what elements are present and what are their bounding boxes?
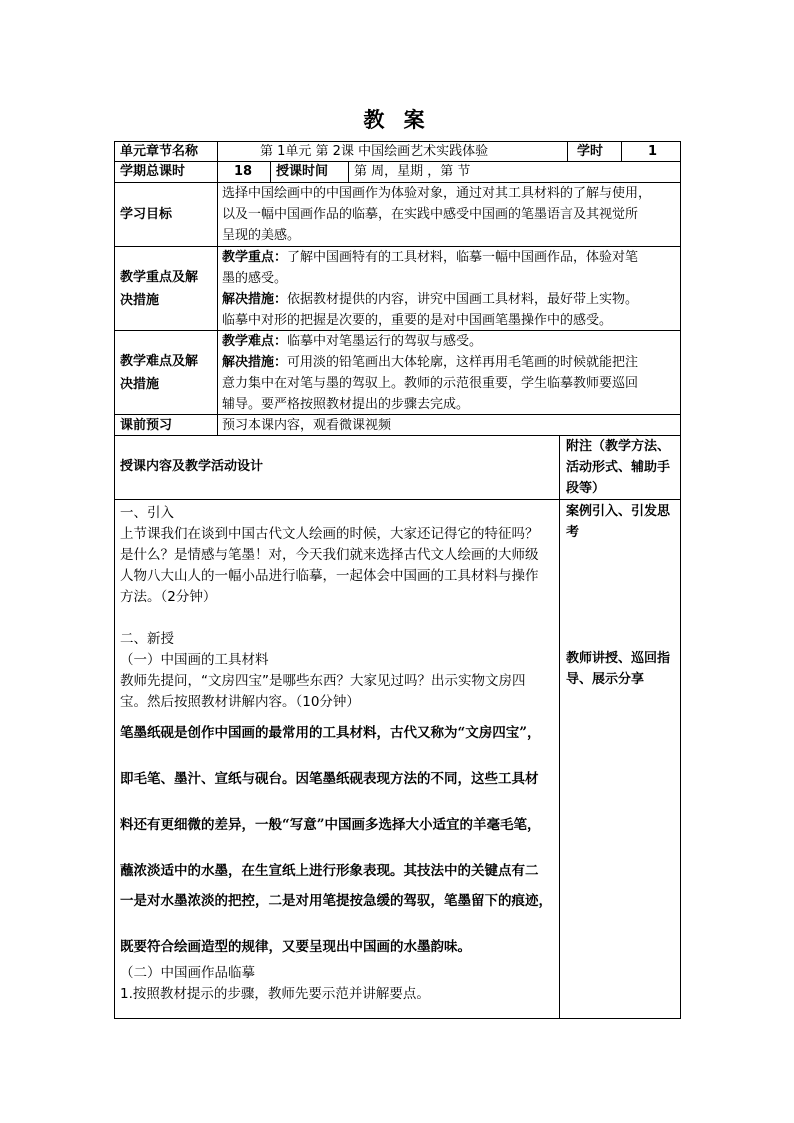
class-time-value: 第 周，星期 ，第 节 bbox=[354, 164, 471, 179]
intro-text: 上节课我们在谈到中国古代文人绘画的时候，大家还记得它的特征吗？ bbox=[120, 526, 539, 542]
notes-header: 活动形式、辅助手 bbox=[566, 460, 671, 475]
body-paragraph-line: 笔墨纸砚是创作中国画的最常用的工具材料，古代又称为“文房四宝”， bbox=[120, 725, 541, 741]
difficulties-line: 意力集中在对笔与墨的驾驭上。教师的示范很重要，学生临摹教师要巡回 bbox=[222, 376, 639, 391]
table-border-right bbox=[680, 141, 681, 1019]
body-paragraph-line: 料还有更细微的差异，一般“写意”中国画多选择大小适宜的羊毫毛笔， bbox=[120, 817, 541, 833]
unit-value: 第 1单元 第 2课 中国绘画艺术实践体验 bbox=[260, 144, 489, 159]
section-text: 1.按照教材提示的步骤，教师先要示范并讲解要点。 bbox=[120, 986, 430, 1002]
intro-text: 人物八大山人的一幅小品进行临摹，一起体会中国画的工具材料与操作 bbox=[120, 568, 539, 584]
body-paragraph-line: 既要符合绘画造型的规律，又要呈现出中国画的水墨韵味。 bbox=[120, 939, 471, 955]
column-divider bbox=[270, 161, 271, 182]
goals-line: 呈现的美感。 bbox=[222, 228, 301, 243]
note-text: 案例引入、引发思 bbox=[566, 504, 671, 519]
difficulties-line: 辅导。要严格按照教材提出的步骤去完成。 bbox=[222, 397, 470, 412]
note-text: 教师讲授、巡回指 bbox=[566, 651, 671, 666]
difficulties-label: 教学难点及解 bbox=[120, 354, 199, 369]
column-divider bbox=[621, 141, 622, 161]
goals-line: 以及一幅中国画作品的临摹，在实践中感受中国画的笔墨语言及其视觉所 bbox=[222, 207, 639, 222]
section-heading: （二）中国画作品临摹 bbox=[120, 965, 255, 981]
difficulties-line: 教学难点：临摹中对笔墨运行的驾驭与感受。 bbox=[222, 334, 483, 349]
table-border-bottom bbox=[114, 1018, 681, 1019]
total-hours-label: 学期总课时 bbox=[120, 164, 186, 179]
goals-label: 学习目标 bbox=[120, 207, 173, 222]
section-heading: （一）中国画的工具材料 bbox=[120, 652, 269, 668]
preview-value: 预习本课内容，观看微课视频 bbox=[222, 418, 392, 433]
lesson-plan-table bbox=[114, 141, 681, 1019]
note-text: 考 bbox=[566, 525, 580, 540]
intro-heading: 一、引入 bbox=[120, 505, 174, 521]
key-points-line: 教学重点：了解中国画特有的工具材料，临摹一幅中国画作品，体验对笔 bbox=[222, 250, 639, 265]
intro-text: 是什么？是情感与笔墨！对，今天我们就来选择古代文人绘画的大师级 bbox=[120, 547, 539, 563]
body-paragraph-line: 蘸浓淡适中的水墨，在生宣纸上进行形象表现。其技法中的关键点有二 bbox=[120, 863, 539, 879]
section-text: 宝。然后按照教材讲解内容。（10分钟） bbox=[120, 694, 360, 710]
goals-line: 选择中国绘画中的中国画作为体验对象，通过对其工具材料的了解与使用， bbox=[222, 186, 652, 201]
total-hours-value: 18 bbox=[234, 164, 253, 179]
design-label: 授课内容及教学活动设计 bbox=[120, 459, 264, 474]
column-divider bbox=[348, 161, 349, 182]
hours-value: 1 bbox=[648, 144, 658, 159]
page-title: 教 案 bbox=[363, 108, 431, 132]
hours-label: 学时 bbox=[577, 144, 604, 159]
difficulties-label: 决措施 bbox=[120, 377, 160, 392]
key-points-label: 决措施 bbox=[120, 293, 160, 308]
difficulties-line: 解决措施：可用淡的铅笔画出大体轮廓，这样再用毛笔画的时候就能把注 bbox=[222, 355, 639, 370]
column-divider bbox=[217, 141, 218, 435]
column-divider bbox=[559, 435, 560, 1019]
key-points-line: 墨的感受。 bbox=[222, 271, 288, 286]
body-paragraph-line: 即毛笔、墨汁、宣纸与砚台。因笔墨纸砚表现方法的不同，这些工具材 bbox=[120, 771, 539, 787]
intro-text: 方法。（2分钟） bbox=[120, 589, 217, 605]
table-border-left bbox=[114, 141, 115, 1019]
note-text: 导、展示分享 bbox=[566, 672, 645, 687]
body-paragraph-line: 一是对水墨浓淡的把控，二是对用笔提按急缓的驾驭，笔墨留下的痕迹， bbox=[120, 893, 552, 909]
unit-label: 单元章节名称 bbox=[120, 144, 199, 159]
key-points-line: 临摹中对形的把握是次要的，重要的是对中国画笔墨操作中的感受。 bbox=[222, 313, 613, 328]
section-text: 教师先提问，“文房四宝”是哪些东西？大家见过吗？出示实物文房四 bbox=[120, 673, 526, 689]
preview-label: 课前预习 bbox=[120, 418, 173, 433]
class-time-label: 授课时间 bbox=[276, 164, 329, 179]
column-divider bbox=[567, 141, 568, 161]
notes-header: 段等） bbox=[566, 481, 606, 496]
row-divider bbox=[114, 499, 681, 500]
key-points-label: 教学重点及解 bbox=[120, 270, 199, 285]
key-points-line: 解决措施：依据教材提供的内容，讲究中国画工具材料，最好带上实物。 bbox=[222, 292, 639, 307]
notes-header: 附注（教学方法、 bbox=[566, 439, 671, 454]
new-lesson-heading: 二、新授 bbox=[120, 631, 174, 647]
